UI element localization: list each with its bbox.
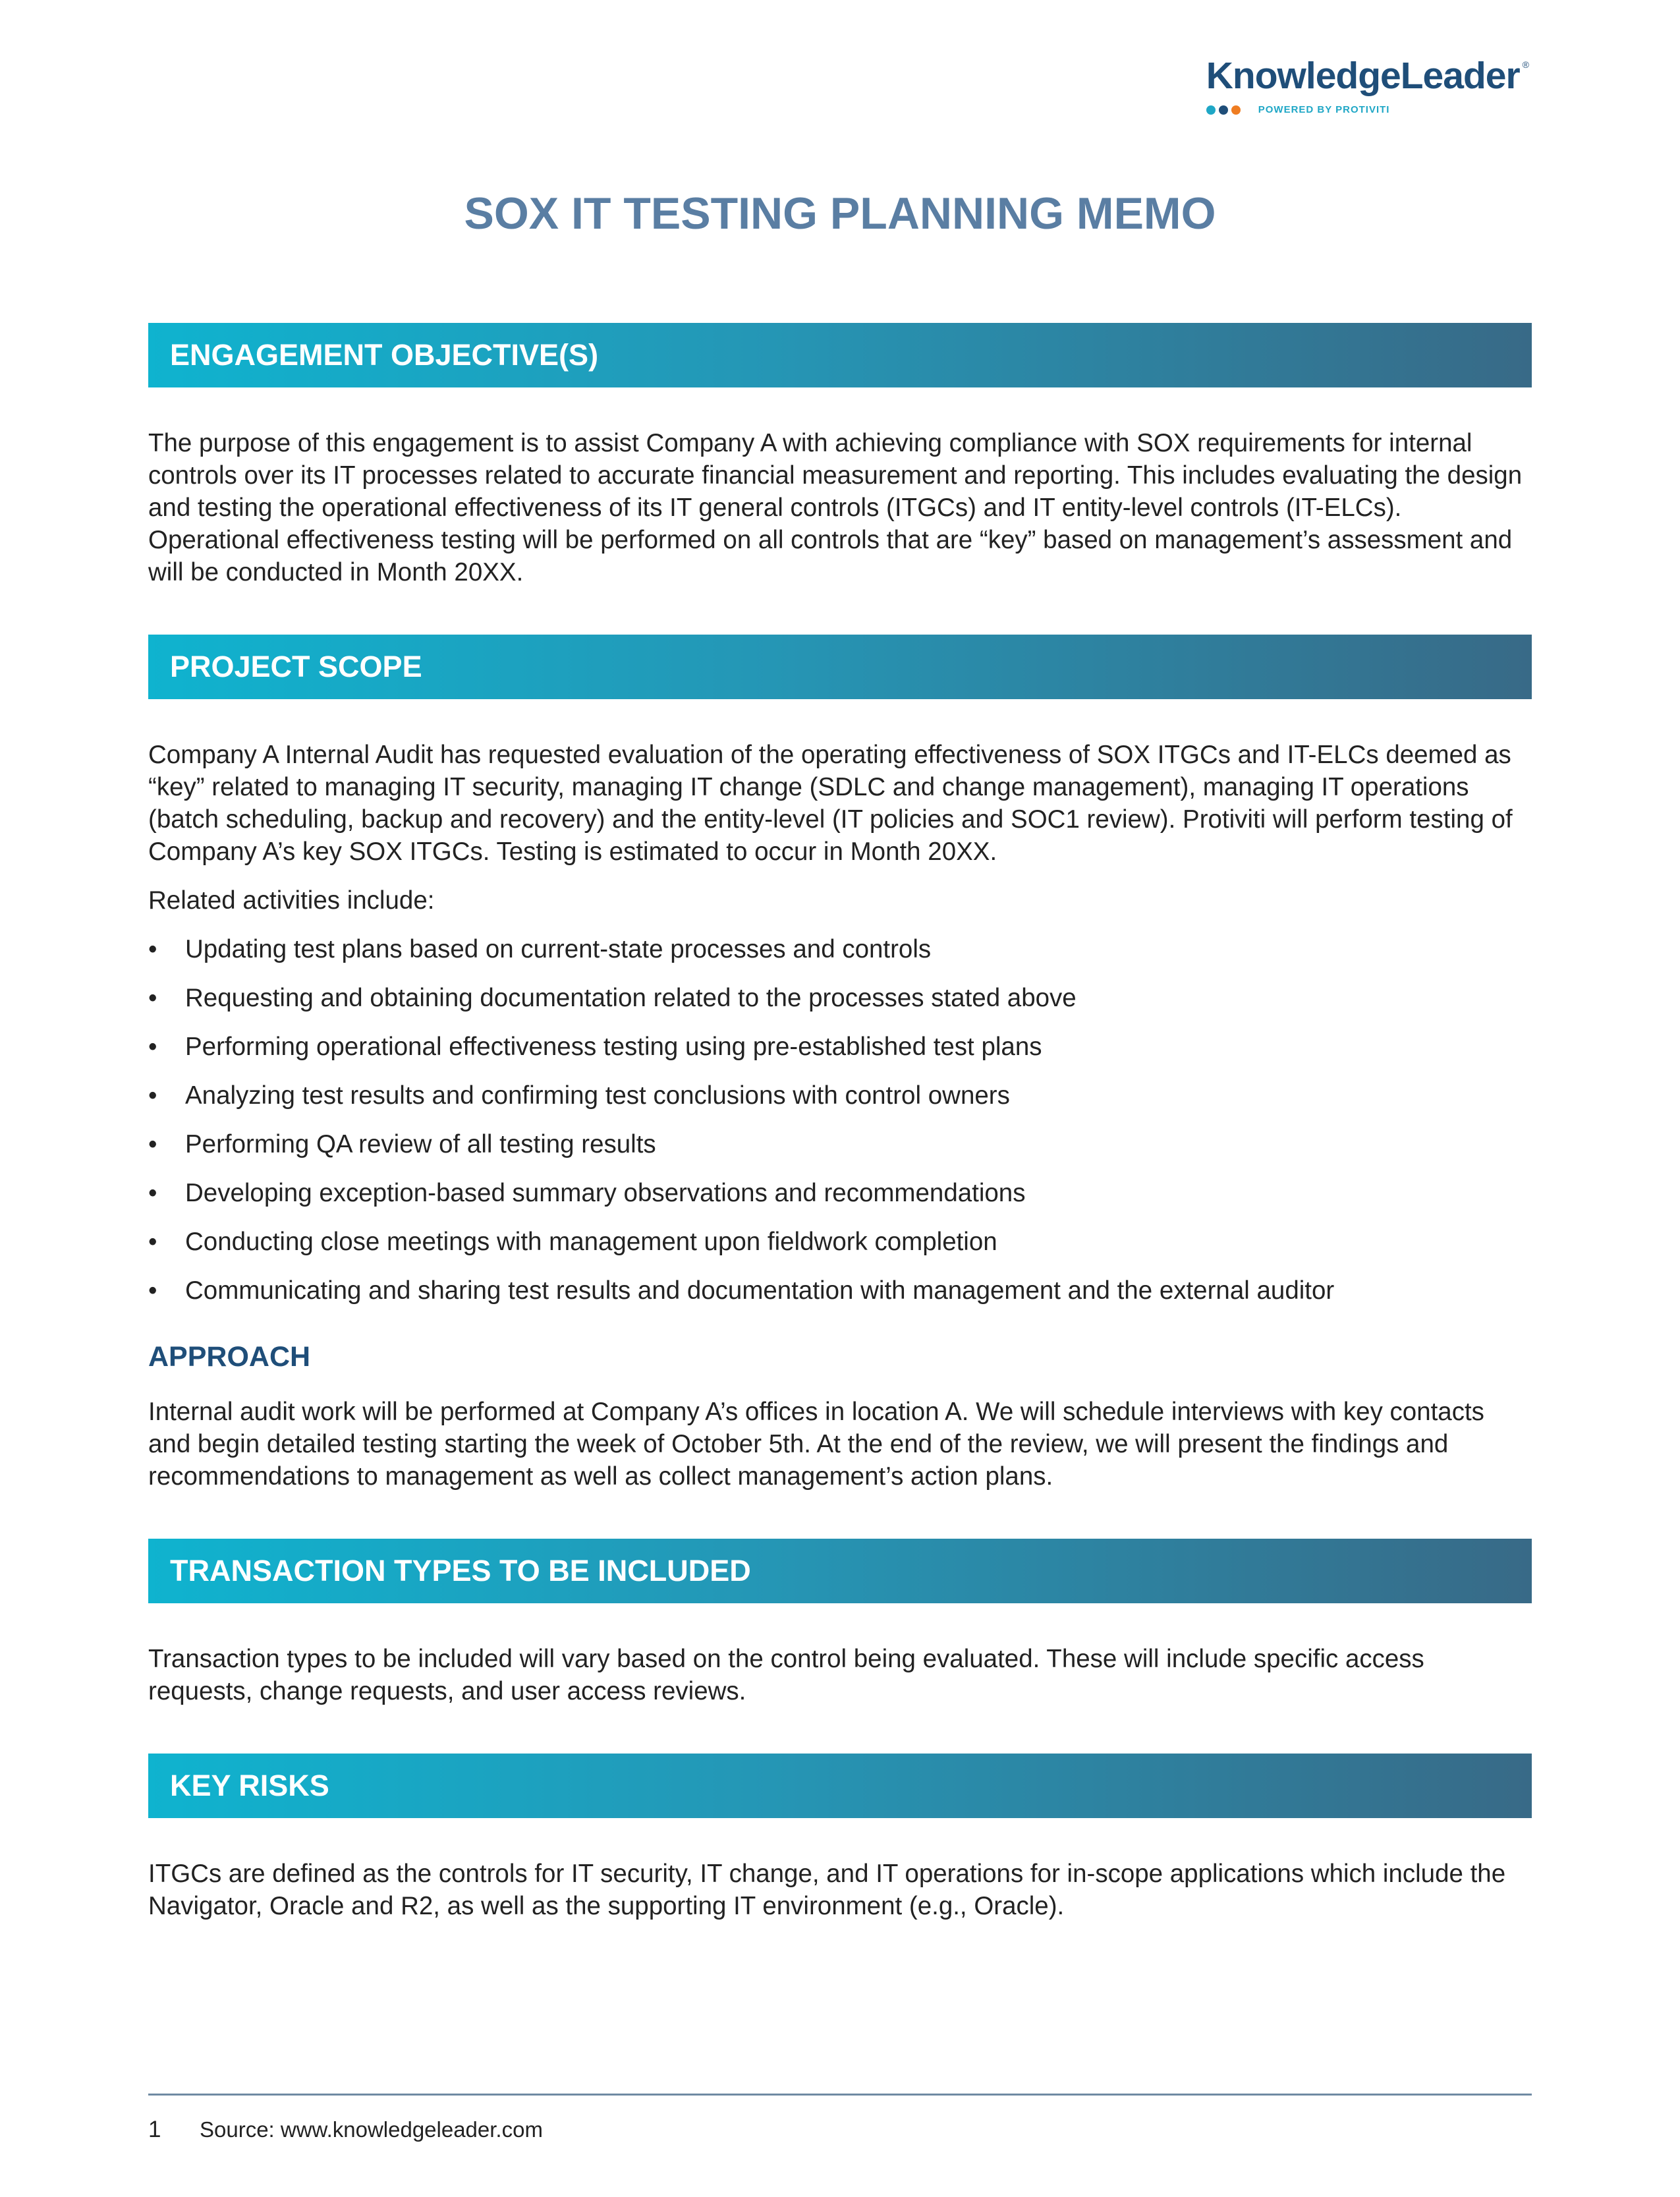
knowledgeleader-logo [1206,54,1528,115]
approach-paragraph: Internal audit work will be performed at Company A’s offices in location A. We will schedule interviews with key contacts and begin detailed testing starting the week of October 5th. At the end of the review, we will present the findings and recommendations to management as well as collect management’s action plans. [148,1398,1484,1491]
logo-dot-navy [1219,105,1228,115]
logo-subline [1206,104,1528,115]
page-number: 1 [148,2117,161,2142]
logo-dot-teal [1206,105,1216,115]
footer-source: Source: www.knowledgeleader.com [200,2117,543,2142]
memo-content [148,323,1532,1922]
transactions-paragraph: Transaction types to be included will vary based on the control being evaluated. These will include specific access requests, change requests, and user access reviews. [148,1645,1424,1705]
approach-heading: APPROACH [148,1341,311,1373]
list-item: • Analyzing test results and confirming test conclusions with control owners [148,1079,1532,1112]
logo-tagline: POWERED BY PROTIVITI [1258,104,1390,115]
section-heading: ENGAGEMENT OBJECTIVE(S) [170,338,599,372]
list-item: • Communicating and sharing test results and documentation with management and the external auditor [148,1274,1532,1307]
footer-divider [148,2094,1532,2096]
logo-dots-icon [1206,105,1244,115]
related-activities-list [148,933,1532,1307]
section-header-scope [148,635,1532,699]
section-header-objectives [148,323,1532,387]
list-item: • Conducting close meetings with management upon fieldwork completion [148,1226,1532,1258]
related-activities-intro: Related activities include: [148,886,435,915]
scope-paragraph: Company A Internal Audit has requested evaluation of the operating effectiveness of SOX ITGCs and IT-ELCs deemed as “key” related to managing IT security, managing IT change (SDLC and change management), managing IT operations (batch scheduling, backup and recovery) and the entity-level (IT policies and SOC1 review). Protiviti will perform testing of Company A’s key SOX ITGCs. Testing is estimated to occur in Month 20XX. [148,741,1513,866]
section-header-risks [148,1754,1532,1818]
risks-paragraph: ITGCs are defined as the controls for IT security, IT change, and IT operations for in-scope applications which include the Navigator, Oracle and R2, as well as the supporting IT environment (e.g., Oracle). [148,1860,1506,1920]
objectives-paragraph: The purpose of this engagement is to assist Company A with achieving compliance with SOX requirements for internal controls over its IT processes related to accurate financial measurement and reporting. This includes evaluating the design and testing the operational effectiveness of its IT general controls (ITGCs) and IT entity-level controls (IT-ELCs). Operational effectiveness testing will be performed on all controls that are “key” based on management’s assessment and will be conducted in Month 20XX. [148,429,1523,586]
logo-brand-text: KnowledgeLeader [1206,55,1520,97]
list-item: • Updating test plans based on current-state processes and controls [148,933,1532,965]
list-item: • Developing exception-based summary observations and recommendations [148,1177,1532,1209]
logo-dot-orange [1231,105,1241,115]
list-item: • Performing QA review of all testing results [148,1128,1532,1160]
document-title: SOX IT TESTING PLANNING MEMO [464,188,1216,239]
registered-mark: ® [1522,59,1528,70]
section-heading: PROJECT SCOPE [170,650,422,683]
logo-wordmark [1206,54,1528,98]
list-item: • Requesting and obtaining documentation related to the processes stated above [148,982,1532,1014]
list-item: • Performing operational effectiveness testing using pre-established test plans [148,1031,1532,1063]
page-footer [148,2117,543,2143]
section-heading: TRANSACTION TYPES TO BE INCLUDED [170,1554,751,1587]
section-heading: KEY RISKS [170,1769,329,1802]
section-header-transactions [148,1539,1532,1603]
